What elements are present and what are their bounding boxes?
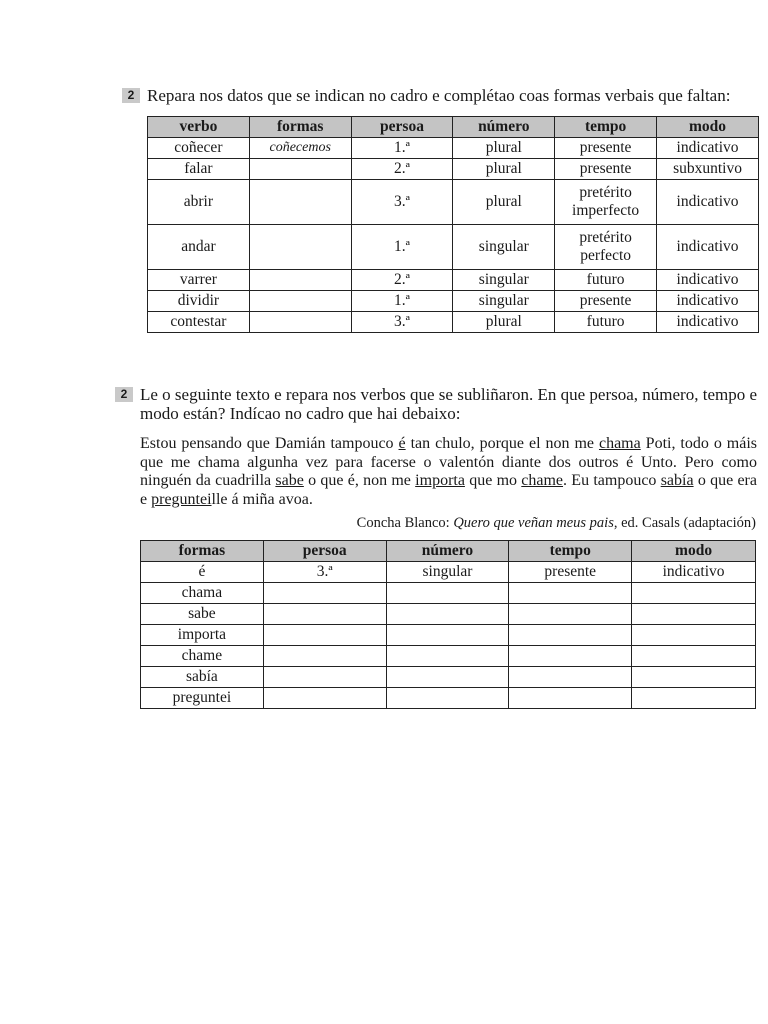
cell-persoa: 2.ª: [351, 270, 453, 291]
cell-formas-blank[interactable]: [249, 180, 351, 225]
passage-text: tan chulo, porque el non me: [405, 435, 599, 452]
cell-numero-blank[interactable]: [386, 583, 509, 604]
col-header-formas: formas: [141, 541, 264, 562]
cell-persoa: 3.ª: [351, 180, 453, 225]
cell-tempo: presente: [555, 159, 657, 180]
cell-persoa-blank[interactable]: [263, 688, 386, 709]
cell-tempo: presente: [555, 138, 657, 159]
source-author: Concha Blanco:: [356, 515, 454, 531]
cell-numero: singular: [453, 291, 555, 312]
passage-text: lle á miña avoa.: [211, 490, 313, 508]
cell-verbo: abrir: [148, 180, 250, 225]
cell-formas-blank[interactable]: [249, 225, 351, 270]
cell-modo: indicativo: [632, 562, 756, 583]
passage-text: o que é, non me: [303, 472, 416, 489]
exercise2-instruction: Le o seguinte texto e repara nos verbos que se subliñaron. En que persoa, número, tempo e modo están? Indícao no cadro que hai debaixo:: [140, 385, 758, 423]
passage-text: o que era e: [140, 472, 757, 508]
cell-modo: indicativo: [657, 138, 759, 159]
source-citation: [300, 515, 756, 532]
cell-modo: indicativo: [657, 225, 759, 270]
cell-formas-blank[interactable]: [249, 291, 351, 312]
cell-forma: sabe: [141, 604, 264, 625]
cell-tempo-blank[interactable]: [509, 667, 632, 688]
cell-forma: importa: [141, 625, 264, 646]
cell-tempo-blank[interactable]: [509, 646, 632, 667]
exercise2-number-badge: 2: [115, 387, 133, 402]
cell-forma: é: [141, 562, 264, 583]
cell-tempo-blank[interactable]: [509, 688, 632, 709]
cell-modo: indicativo: [657, 291, 759, 312]
table-row: [141, 625, 756, 646]
cell-formas-blank[interactable]: [249, 270, 351, 291]
cell-persoa-blank[interactable]: [263, 583, 386, 604]
cell-modo-blank[interactable]: [632, 604, 756, 625]
table-row: [141, 583, 756, 604]
exercise2-table-header-row: [141, 541, 756, 562]
exercise2-header: [115, 385, 757, 423]
cell-forma: chame: [141, 646, 264, 667]
cell-tempo: pretérito imperfecto: [555, 180, 657, 225]
underlined-verb: importa: [415, 472, 465, 489]
cell-numero-blank[interactable]: [386, 646, 509, 667]
table-row: [148, 138, 759, 159]
table-row: [148, 312, 759, 333]
table-row: [141, 562, 756, 583]
cell-numero: plural: [453, 180, 555, 225]
cell-formas-blank[interactable]: [249, 312, 351, 333]
passage-text: que mo: [464, 472, 522, 489]
passage-text: . Eu tampouco: [563, 472, 661, 489]
table-row: [148, 180, 759, 225]
exercise1-number-badge: 2: [122, 88, 140, 103]
underlined-verb: sabe: [275, 472, 304, 489]
table-row: [141, 646, 756, 667]
cell-persoa: 1.ª: [351, 291, 453, 312]
cell-numero: singular: [386, 562, 509, 583]
cell-tempo: futuro: [555, 312, 657, 333]
col-header-persoa: persoa: [263, 541, 386, 562]
cell-persoa-blank[interactable]: [263, 646, 386, 667]
cell-numero: plural: [453, 312, 555, 333]
cell-persoa: 1.ª: [351, 138, 453, 159]
table-row: [148, 225, 759, 270]
underlined-verb: chama: [598, 435, 641, 452]
col-header-persoa: persoa: [351, 117, 453, 138]
cell-formas-example: coñecemos: [249, 138, 351, 159]
cell-numero-blank[interactable]: [386, 667, 509, 688]
cell-verbo: dividir: [148, 291, 250, 312]
cell-tempo-blank[interactable]: [509, 583, 632, 604]
table-row: [148, 159, 759, 180]
cell-numero-blank[interactable]: [386, 604, 509, 625]
cell-persoa: 1.ª: [351, 225, 453, 270]
table-row: [141, 667, 756, 688]
exercise1-header: [122, 86, 730, 105]
col-header-tempo: tempo: [509, 541, 632, 562]
cell-numero: plural: [453, 138, 555, 159]
reading-passage: [140, 435, 757, 509]
cell-numero-blank[interactable]: [386, 688, 509, 709]
cell-persoa-blank[interactable]: [263, 625, 386, 646]
underlined-verb: chame: [521, 472, 564, 489]
cell-verbo: contestar: [148, 312, 250, 333]
cell-verbo: varrer: [148, 270, 250, 291]
cell-tempo: presente: [555, 291, 657, 312]
col-header-formas: formas: [249, 117, 351, 138]
exercise1-instruction: Repara nos datos que se indican no cadro e complétao coas formas verbais que faltan:: [147, 86, 731, 105]
cell-verbo: falar: [148, 159, 250, 180]
table-row: [148, 291, 759, 312]
underlined-verb: é: [398, 435, 406, 452]
col-header-modo: modo: [632, 541, 756, 562]
source-publisher: , ed. Casals (adaptación): [613, 515, 756, 531]
cell-numero: singular: [453, 225, 555, 270]
cell-formas-blank[interactable]: [249, 159, 351, 180]
cell-numero: plural: [453, 159, 555, 180]
underlined-verb: sabía: [660, 472, 694, 489]
cell-modo-blank[interactable]: [632, 667, 756, 688]
col-header-tempo: tempo: [555, 117, 657, 138]
source-title: Quero que veñan meus pais: [453, 515, 614, 531]
cell-persoa-blank[interactable]: [263, 604, 386, 625]
passage-text: Estou pensando que Damián tampouco: [140, 435, 399, 452]
cell-tempo: pretérito perfecto: [555, 225, 657, 270]
cell-tempo: futuro: [555, 270, 657, 291]
cell-tempo-blank[interactable]: [509, 625, 632, 646]
passage-text: Poti, todo o máis que me chama algunha vez para facerse o valentón diante dos outros é Unto. Pero como ninguén da cuadrilla: [140, 435, 758, 489]
col-header-modo: modo: [657, 117, 759, 138]
cell-modo: indicativo: [657, 270, 759, 291]
cell-tempo-blank[interactable]: [509, 604, 632, 625]
table-row: [141, 604, 756, 625]
cell-modo-blank[interactable]: [632, 688, 756, 709]
table-row: [148, 270, 759, 291]
underlined-verb: preguntei: [151, 490, 212, 508]
cell-numero: singular: [453, 270, 555, 291]
cell-modo: indicativo: [657, 312, 759, 333]
cell-modo-blank[interactable]: [632, 646, 756, 667]
cell-modo: indicativo: [657, 180, 759, 225]
cell-persoa: 2.ª: [351, 159, 453, 180]
cell-numero-blank[interactable]: [386, 625, 509, 646]
cell-verbo: andar: [148, 225, 250, 270]
col-header-verbo: verbo: [148, 117, 250, 138]
cell-tempo: presente: [509, 562, 632, 583]
table-row: [141, 688, 756, 709]
cell-forma: chama: [141, 583, 264, 604]
exercise1-table-header-row: [148, 117, 759, 138]
cell-modo-blank[interactable]: [632, 583, 756, 604]
cell-verbo: coñecer: [148, 138, 250, 159]
cell-persoa: 3.ª: [351, 312, 453, 333]
exercise2-table: [140, 540, 756, 709]
exercise1-table: [147, 116, 759, 333]
col-header-numero: número: [453, 117, 555, 138]
cell-forma: preguntei: [141, 688, 264, 709]
cell-persoa-blank[interactable]: [263, 667, 386, 688]
col-header-numero: número: [386, 541, 509, 562]
cell-forma: sabía: [141, 667, 264, 688]
cell-modo: subxuntivo: [657, 159, 759, 180]
cell-modo-blank[interactable]: [632, 625, 756, 646]
cell-persoa: 3.ª: [263, 562, 386, 583]
